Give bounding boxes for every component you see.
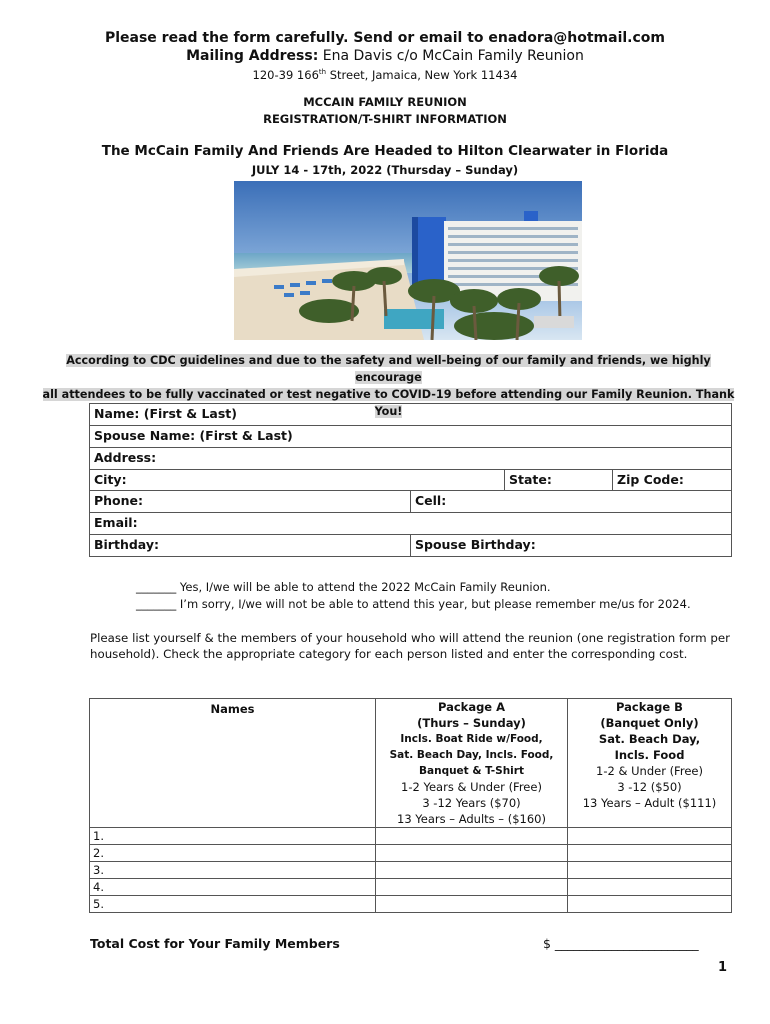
address-row [90, 448, 731, 470]
birthday-field[interactable]: Birthday: [94, 537, 159, 552]
spouse-birthday-field[interactable]: Spouse Birthday: [410, 535, 731, 556]
row-name-cell[interactable]: 5. [90, 896, 376, 913]
state-field[interactable]: State: [504, 470, 612, 490]
package-b-price-2: 3 -12 ($50) [617, 780, 682, 794]
event-headline: The McCain Family And Friends Are Headed to Hilton Clearwater in Florida [101, 143, 669, 159]
hotel-photo [234, 181, 582, 340]
cdc-notice-line-2: all attendees to be fully vaccinated or test negative to COVID-19 before attending our Family Reunion. Thank You! [42, 388, 735, 418]
row-package-a-cell[interactable] [376, 828, 568, 845]
package-a-header [376, 699, 568, 828]
package-table [89, 698, 732, 913]
street-address [0, 68, 770, 82]
package-a-price-3: 13 Years – Adults – ($160) [397, 812, 546, 826]
package-a-price-2: 3 -12 Years ($70) [422, 796, 521, 810]
attend-yes-option[interactable]: _______ Yes, I/we will be able to attend the 2022 McCain Family Reunion. [136, 580, 551, 594]
row-package-b-cell[interactable] [568, 896, 732, 913]
address-field[interactable]: Address: [94, 450, 157, 465]
form-title: MCCAIN FAMILY REUNION [303, 95, 467, 109]
city-row [90, 470, 731, 491]
table-row [90, 845, 732, 862]
package-b-price-1: 1-2 & Under (Free) [596, 764, 703, 778]
package-b-price-3: 13 Years – Adult ($111) [582, 796, 717, 810]
email-field[interactable]: Email: [94, 515, 138, 530]
names-header-label: Names [210, 702, 255, 716]
street-address-rest: Street, Jamaica, New York 11434 [326, 68, 518, 82]
row-package-a-cell[interactable] [376, 862, 568, 879]
spouse-name-field[interactable]: Spouse Name: (First & Last) [94, 428, 293, 443]
row-name-cell[interactable]: 2. [90, 845, 376, 862]
row-package-a-cell[interactable] [376, 896, 568, 913]
package-b-days: (Banquet Only) [600, 716, 699, 730]
mailing-address-value: Ena Davis c/o McCain Family Reunion [322, 48, 584, 64]
name-row [90, 404, 731, 426]
total-cost-label: Total Cost for Your Family Members [90, 936, 340, 951]
cell-field[interactable]: Cell: [410, 491, 731, 512]
package-b-includes-1: Sat. Beach Day, [598, 732, 701, 746]
cdc-notice-line-1: According to CDC guidelines and due to the safety and well-being of our family and friends, we highly encourage [66, 354, 711, 384]
package-b-includes-2: Incls. Food [614, 748, 685, 762]
mailing-address-label: Mailing Address: [186, 48, 319, 64]
zip-code-field[interactable]: Zip Code: [612, 470, 731, 490]
package-a-includes-3: Banquet & T-Shirt [419, 765, 524, 777]
package-b-title: Package B [616, 700, 683, 714]
row-package-b-cell[interactable] [568, 828, 732, 845]
table-row [90, 879, 732, 896]
package-header-row [90, 699, 732, 828]
row-package-b-cell[interactable] [568, 845, 732, 862]
package-a-price-1: 1-2 Years & Under (Free) [401, 780, 542, 794]
city-field[interactable]: City: [94, 472, 127, 487]
package-a-includes-2: Sat. Beach Day, Incls. Food, [389, 749, 554, 761]
package-a-days: (Thurs – Sunday) [417, 716, 526, 730]
names-header [90, 699, 376, 828]
page-number: 1 [718, 960, 728, 975]
phone-row [90, 491, 731, 513]
total-cost-field[interactable]: $ _______________________ [543, 936, 699, 951]
package-a-title: Package A [437, 700, 506, 714]
row-package-a-cell[interactable] [376, 879, 568, 896]
package-a-includes-1: Incls. Boat Ride w/Food, [400, 733, 543, 745]
street-address-suffix: th [318, 68, 327, 77]
event-dates: JULY 14 - 17th, 2022 (Thursday – Sunday) [251, 163, 519, 177]
package-b-header [568, 699, 732, 828]
table-row [90, 862, 732, 879]
contact-info-table [89, 403, 732, 557]
household-instructions: Please list yourself & the members of your household who will attend the reunion (one registration form per household). Check the appropriate category for each person listed and enter the corresponding cost. [90, 631, 730, 661]
row-package-a-cell[interactable] [376, 845, 568, 862]
row-name-cell[interactable]: 3. [90, 862, 376, 879]
row-name-cell[interactable]: 1. [90, 828, 376, 845]
birthday-row [90, 535, 731, 556]
name-field[interactable]: Name: (First & Last) [94, 406, 237, 421]
table-row [90, 896, 732, 913]
street-address-number: 120-39 166 [252, 68, 319, 82]
attend-no-option[interactable]: _______ I’m sorry, I/we will not be able to attend this year, but please remember me/us for 2024. [136, 597, 691, 611]
send-instruction: Please read the form carefully. Send or email to enadora@hotmail.com [104, 30, 666, 46]
phone-field[interactable]: Phone: [94, 493, 144, 508]
row-package-b-cell[interactable] [568, 879, 732, 896]
row-package-b-cell[interactable] [568, 862, 732, 879]
form-subtitle: REGISTRATION/T-SHIRT INFORMATION [263, 112, 507, 126]
email-row [90, 513, 731, 535]
row-name-cell[interactable]: 4. [90, 879, 376, 896]
spouse-name-row [90, 426, 731, 448]
mailing-address [0, 48, 770, 64]
table-row [90, 828, 732, 845]
